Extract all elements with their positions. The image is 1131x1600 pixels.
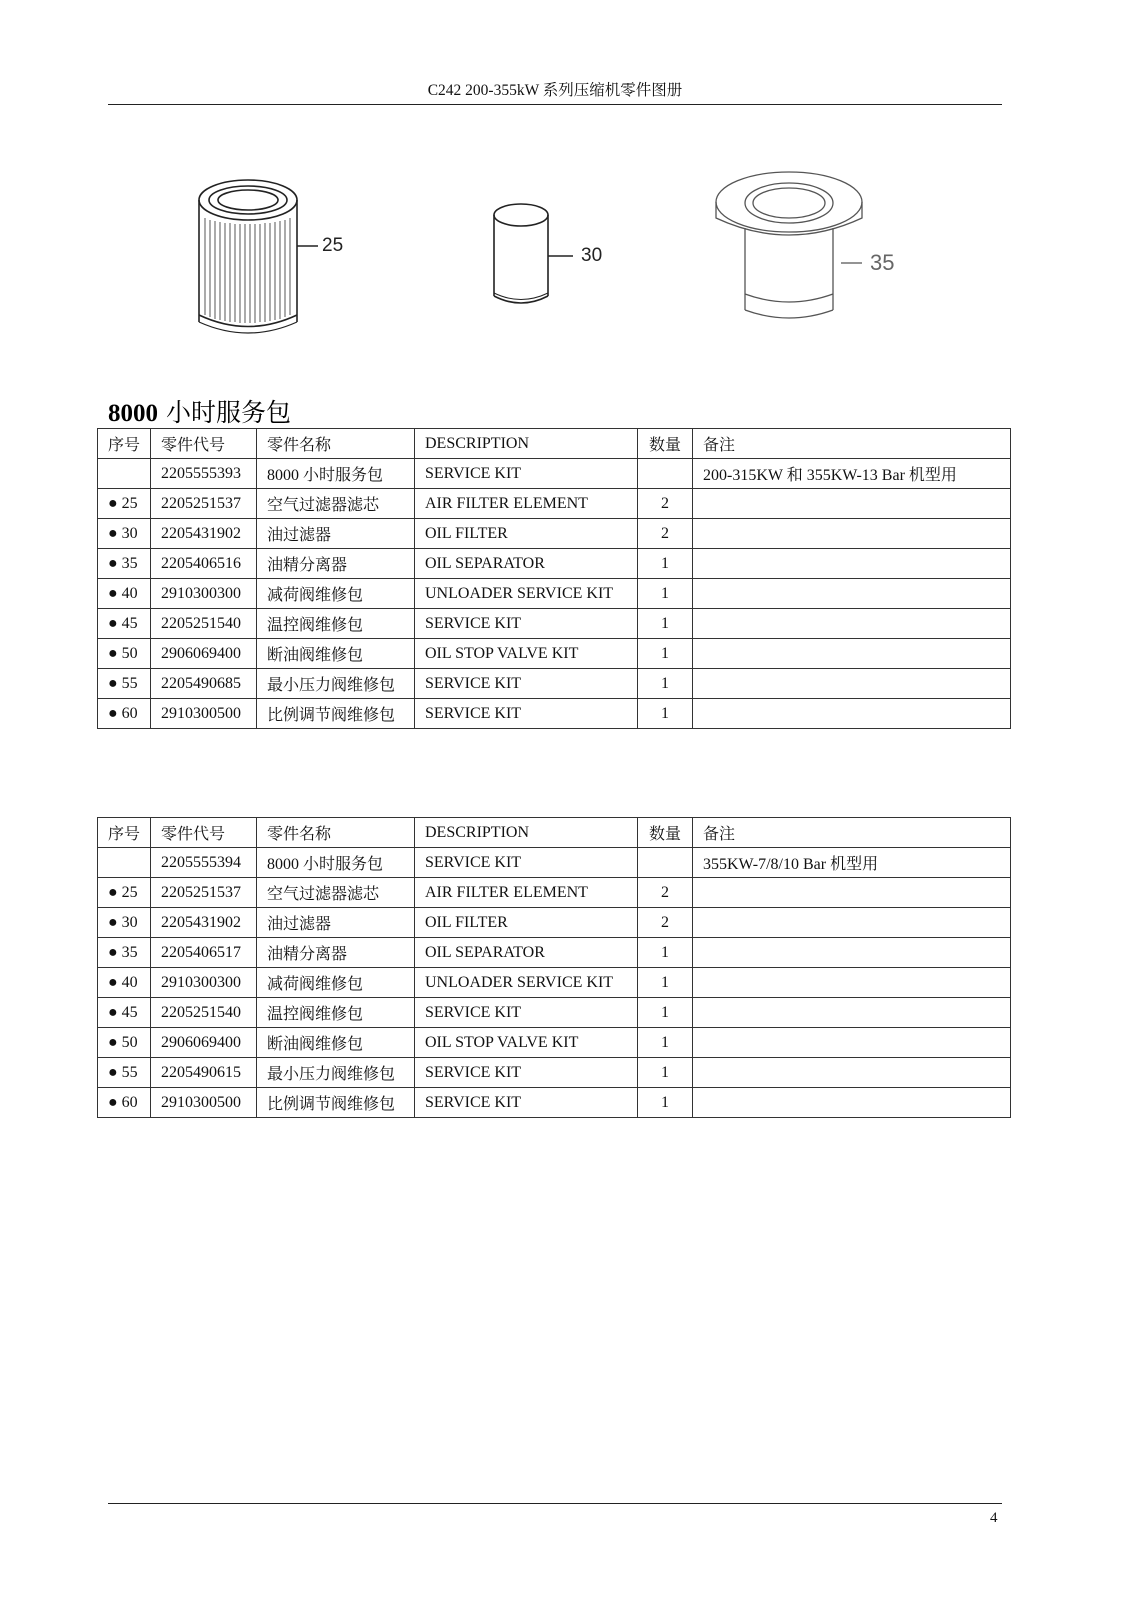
cell-quantity — [638, 459, 693, 489]
page-number: 4 — [990, 1510, 998, 1526]
cell-description: SERVICE KIT — [415, 459, 638, 489]
table-row — [98, 549, 1011, 579]
column-header: 备注 — [693, 818, 1011, 848]
table-row — [98, 609, 1011, 639]
column-header: 数量 — [638, 429, 693, 459]
cell-description: UNLOADER SERVICE KIT — [415, 579, 638, 609]
cell-remark — [693, 699, 1011, 729]
column-header: 数量 — [638, 818, 693, 848]
cell-part-name: 断油阀维修包 — [257, 639, 415, 669]
cell-remark — [693, 549, 1011, 579]
parts-table-body — [98, 818, 1011, 1118]
column-header: 零件名称 — [257, 818, 415, 848]
table-row — [98, 1058, 1011, 1088]
table-header-row — [98, 429, 1011, 459]
cell-part-number: 2205431902 — [151, 908, 257, 938]
cell-part-number: 2205490685 — [151, 669, 257, 699]
callout-25: 25 — [322, 235, 344, 256]
cell-part-number: 2205555394 — [151, 848, 257, 878]
cell-item-no: ● 55 — [98, 669, 151, 699]
cell-part-name: 比例调节阀维修包 — [257, 699, 415, 729]
cell-remark — [693, 639, 1011, 669]
cell-description: SERVICE KIT — [415, 699, 638, 729]
cell-item-no: ● 30 — [98, 519, 151, 549]
cell-description: SERVICE KIT — [415, 848, 638, 878]
cell-remark — [693, 938, 1011, 968]
cell-part-name: 减荷阀维修包 — [257, 579, 415, 609]
cell-remark — [693, 519, 1011, 549]
cell-quantity: 1 — [638, 1088, 693, 1118]
cell-remark — [693, 908, 1011, 938]
cell-part-name: 减荷阀维修包 — [257, 968, 415, 998]
cell-quantity: 1 — [638, 639, 693, 669]
cell-description: OIL STOP VALVE KIT — [415, 639, 638, 669]
cell-part-name: 最小压力阀维修包 — [257, 669, 415, 699]
cell-quantity: 1 — [638, 549, 693, 579]
cell-description: SERVICE KIT — [415, 609, 638, 639]
cell-part-name: 油精分离器 — [257, 938, 415, 968]
cell-quantity: 1 — [638, 968, 693, 998]
cell-description: SERVICE KIT — [415, 998, 638, 1028]
cell-quantity: 2 — [638, 878, 693, 908]
column-header: 零件名称 — [257, 429, 415, 459]
cell-item-no: ● 40 — [98, 579, 151, 609]
cell-part-number: 2205555393 — [151, 459, 257, 489]
cell-item-no: ● 50 — [98, 1028, 151, 1058]
cell-description: AIR FILTER ELEMENT — [415, 878, 638, 908]
table-row — [98, 519, 1011, 549]
cell-part-name: 空气过滤器滤芯 — [257, 489, 415, 519]
header-rule — [108, 104, 1002, 105]
table-header-row — [98, 818, 1011, 848]
cell-description: OIL SEPARATOR — [415, 938, 638, 968]
cell-description: OIL FILTER — [415, 519, 638, 549]
cell-part-number: 2205251540 — [151, 609, 257, 639]
cell-quantity: 1 — [638, 1058, 693, 1088]
cell-part-number: 2205251537 — [151, 878, 257, 908]
cell-part-name: 空气过滤器滤芯 — [257, 878, 415, 908]
cell-description: OIL FILTER — [415, 908, 638, 938]
cell-remark — [693, 1088, 1011, 1118]
cell-part-number: 2910300500 — [151, 699, 257, 729]
table-row — [98, 938, 1011, 968]
parts-illustrations — [0, 160, 1131, 360]
cell-quantity: 1 — [638, 938, 693, 968]
cell-part-number: 2910300300 — [151, 579, 257, 609]
cell-item-no: ● 35 — [98, 549, 151, 579]
cell-part-number: 2205406516 — [151, 549, 257, 579]
parts-table-kit-2205555394 — [97, 817, 1011, 1118]
parts-table-kit-2205555393 — [97, 428, 1011, 729]
table-row — [98, 459, 1011, 489]
callout-35: 35 — [870, 250, 895, 275]
section-title-text: 小时服务包 — [166, 400, 292, 427]
cell-quantity: 1 — [638, 699, 693, 729]
callout-30: 30 — [581, 245, 603, 266]
oil-filter-drawing — [494, 204, 573, 303]
cell-quantity: 2 — [638, 908, 693, 938]
table-row — [98, 489, 1011, 519]
cell-part-number: 2205431902 — [151, 519, 257, 549]
cell-part-name: 油精分离器 — [257, 549, 415, 579]
cell-item-no: ● 55 — [98, 1058, 151, 1088]
section-title-number: 8000 — [108, 400, 158, 427]
table-row — [98, 878, 1011, 908]
column-header: 序号 — [98, 818, 151, 848]
cell-part-name: 断油阀维修包 — [257, 1028, 415, 1058]
cell-part-name: 最小压力阀维修包 — [257, 1058, 415, 1088]
cell-item-no: ● 35 — [98, 938, 151, 968]
column-header: 序号 — [98, 429, 151, 459]
cell-description: SERVICE KIT — [415, 1058, 638, 1088]
cell-item-no: ● 50 — [98, 639, 151, 669]
cell-remark — [693, 878, 1011, 908]
cell-item-no: ● 25 — [98, 489, 151, 519]
table-row — [98, 1088, 1011, 1118]
cell-quantity: 2 — [638, 489, 693, 519]
section-title — [108, 393, 291, 429]
cell-remark — [693, 609, 1011, 639]
cell-description: SERVICE KIT — [415, 1088, 638, 1118]
cell-remark — [693, 1028, 1011, 1058]
cell-part-name: 比例调节阀维修包 — [257, 1088, 415, 1118]
cell-item-no: ● 30 — [98, 908, 151, 938]
cell-item-no: ● 60 — [98, 699, 151, 729]
cell-remark — [693, 1058, 1011, 1088]
cell-part-number: 2910300500 — [151, 1088, 257, 1118]
table-row — [98, 699, 1011, 729]
footer-rule — [108, 1503, 1002, 1504]
parts-drawing — [0, 160, 1131, 360]
cell-description: OIL STOP VALVE KIT — [415, 1028, 638, 1058]
cell-quantity: 1 — [638, 669, 693, 699]
cell-remark — [693, 968, 1011, 998]
cell-remark — [693, 489, 1011, 519]
cell-quantity: 1 — [638, 1028, 693, 1058]
cell-remark — [693, 669, 1011, 699]
table-row — [98, 639, 1011, 669]
cell-part-number: 2205251540 — [151, 998, 257, 1028]
table-row — [98, 998, 1011, 1028]
column-header: DESCRIPTION — [415, 818, 638, 848]
cell-part-number: 2910300300 — [151, 968, 257, 998]
page-header-title: C242 200-355kW 系列压缩机零件图册 — [427, 82, 683, 99]
cell-remark: 355KW-7/8/10 Bar 机型用 — [693, 848, 1011, 878]
cell-item-no — [98, 459, 151, 489]
cell-remark — [693, 998, 1011, 1028]
cell-part-number: 2205406517 — [151, 938, 257, 968]
cell-quantity: 2 — [638, 519, 693, 549]
cell-quantity: 1 — [638, 609, 693, 639]
cell-description: AIR FILTER ELEMENT — [415, 489, 638, 519]
cell-quantity: 1 — [638, 579, 693, 609]
column-header: DESCRIPTION — [415, 429, 638, 459]
cell-item-no: ● 45 — [98, 609, 151, 639]
column-header: 零件代号 — [151, 429, 257, 459]
cell-part-number: 2205490615 — [151, 1058, 257, 1088]
oil-separator-drawing — [716, 172, 862, 318]
cell-part-name: 温控阀维修包 — [257, 998, 415, 1028]
cell-part-name: 温控阀维修包 — [257, 609, 415, 639]
cell-item-no: ● 25 — [98, 878, 151, 908]
cell-quantity: 1 — [638, 998, 693, 1028]
column-header: 零件代号 — [151, 818, 257, 848]
cell-item-no: ● 60 — [98, 1088, 151, 1118]
table-row — [98, 579, 1011, 609]
parts-table-body — [98, 429, 1011, 729]
cell-part-name: 油过滤器 — [257, 519, 415, 549]
table-row — [98, 908, 1011, 938]
table-row — [98, 848, 1011, 878]
cell-item-no: ● 45 — [98, 998, 151, 1028]
cell-description: SERVICE KIT — [415, 669, 638, 699]
cell-item-no: ● 40 — [98, 968, 151, 998]
cell-part-name: 8000 小时服务包 — [257, 459, 415, 489]
cell-part-name: 8000 小时服务包 — [257, 848, 415, 878]
air-filter-element-drawing — [199, 180, 318, 333]
cell-item-no — [98, 848, 151, 878]
cell-quantity — [638, 848, 693, 878]
cell-part-number: 2906069400 — [151, 639, 257, 669]
cell-part-name: 油过滤器 — [257, 908, 415, 938]
cell-description: UNLOADER SERVICE KIT — [415, 968, 638, 998]
table-row — [98, 669, 1011, 699]
cell-description: OIL SEPARATOR — [415, 549, 638, 579]
cell-part-number: 2205251537 — [151, 489, 257, 519]
table-row — [98, 1028, 1011, 1058]
cell-remark: 200-315KW 和 355KW-13 Bar 机型用 — [693, 459, 1011, 489]
table-row — [98, 968, 1011, 998]
column-header: 备注 — [693, 429, 1011, 459]
cell-part-number: 2906069400 — [151, 1028, 257, 1058]
cell-remark — [693, 579, 1011, 609]
